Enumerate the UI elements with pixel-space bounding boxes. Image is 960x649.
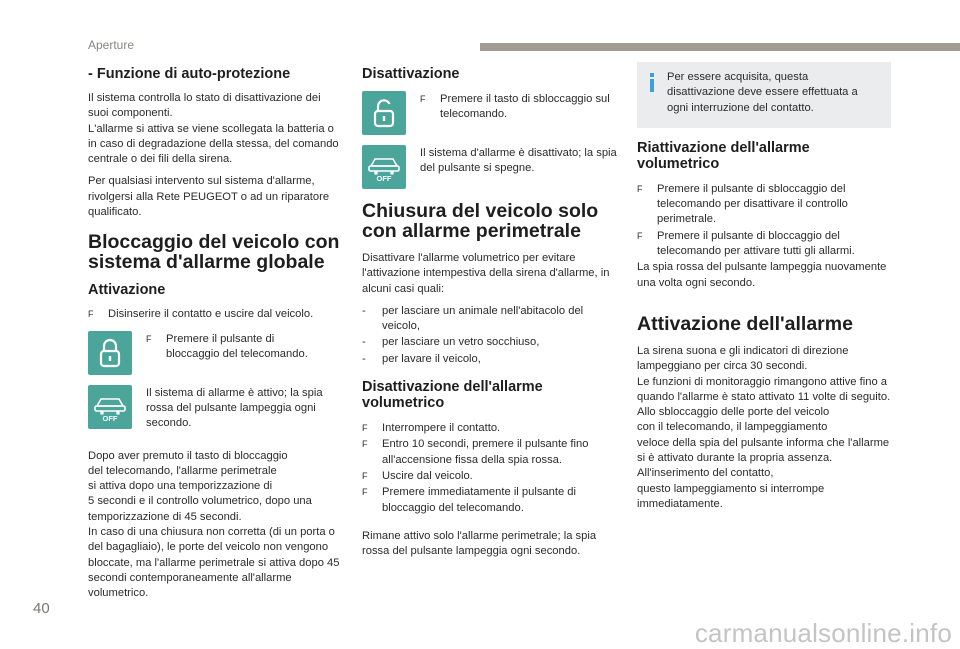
paragraph: Il sistema d'allarme è disattivato; la spia del pulsante si spegne. bbox=[420, 147, 617, 175]
deactivated-status bbox=[362, 145, 620, 189]
paragraph: Per qualsiasi intervento sul sistema d'allarme, rivolgersi alla Rete PEUGEOT o ad un riparatore qualificato. bbox=[88, 175, 330, 219]
list-item bbox=[420, 92, 620, 123]
list-item-text: Premere il pulsante di bloccaggio del telecomando per attivare tutti gli allarmi. bbox=[657, 229, 855, 258]
list-item-text: Premere immediatamente il pulsante di bloccaggio del telecomando. bbox=[382, 486, 577, 514]
dash-mark: - bbox=[362, 352, 366, 365]
list-item bbox=[362, 304, 620, 335]
list-item bbox=[637, 182, 891, 228]
bullet-mark: F bbox=[362, 439, 368, 450]
list-item-text: Premere il pulsante di bloccaggio del telecomando. bbox=[166, 332, 308, 360]
bullet-mark: F bbox=[146, 333, 152, 344]
column-3 bbox=[637, 62, 891, 519]
lock-instruction bbox=[88, 331, 340, 375]
list-item-text: Interrompere il contatto. bbox=[382, 422, 501, 435]
info-text: Per essere acquisita, questa disattivazione deve essere effettuata a ogni interruzione del contatto. bbox=[667, 71, 858, 114]
heading-global-lock: Bloccaggio del veicolo con sistema d'allarme globale bbox=[88, 231, 340, 274]
bullet-mark: F bbox=[637, 183, 643, 194]
list-item-text: per lavare il veicolo, bbox=[382, 352, 481, 365]
heading-volumetric-reactivation: Riattivazione dell'allarme volumetrico bbox=[637, 139, 810, 172]
bullet-mark: F bbox=[362, 423, 368, 434]
paragraph: La spia rossa del pulsante lampeggia nuovamente una volta ogni secondo. bbox=[637, 261, 887, 289]
dash-mark: - bbox=[362, 304, 366, 317]
list-item-text: Premere il tasto di sbloccaggio sul telecomando. bbox=[440, 93, 610, 121]
page-number: 40 bbox=[33, 600, 50, 617]
list-item-text: Entro 10 secondi, premere il pulsante fino all'accensione fissa della spia rossa. bbox=[382, 438, 589, 466]
bullet-mark: F bbox=[637, 230, 643, 241]
paragraph: Il sistema di allarme è attivo; la spia rossa del pulsante lampeggia ogni secondo. bbox=[146, 386, 323, 430]
bullet-mark: F bbox=[88, 309, 94, 320]
paragraph: Il sistema controlla lo stato di disattivazione dei suoi componenti. L'allarme si attiva se viene scollegata la batteria o in caso di degradazione della stessa, del comando centrale o dei fili della sirena. bbox=[88, 92, 339, 166]
heading-volumetric-deactivation: Disattivazione dell'allarme volumetrico bbox=[362, 379, 543, 412]
list-item bbox=[362, 352, 620, 367]
unlock-icon bbox=[362, 91, 406, 135]
list-item bbox=[637, 229, 891, 260]
section-label: Aperture bbox=[88, 38, 135, 52]
bullet-mark: F bbox=[420, 94, 426, 104]
list-item bbox=[362, 421, 620, 436]
paragraph: Dopo aver premuto il tasto di bloccaggio del telecomando, l'allarme perimetrale si attiva dopo una temporizzazione di 5 secondi e il controllo volumetrico, dopo una temporizzazione di 45 secondi. In caso di una chiusura non corretta (di un porta o del bagagliaio), le porte del veicolo non vengono bloccate, ma l'allarme perimetrale si attiva dopo 45 secondi contemporaneamente all'allarme volumetrico. bbox=[88, 449, 340, 600]
alarm-status bbox=[88, 385, 340, 439]
paragraph: Disattivare l'allarme volumetrico per evitare l'attivazione intempestiva della sirena d'allarme, in alcuni casi quali: bbox=[362, 252, 610, 295]
list-item-text: per lasciare un animale nell'abitacolo del veicolo, bbox=[382, 304, 584, 333]
heading-alarm-activation: Attivazione dell'allarme bbox=[637, 312, 853, 335]
list-item bbox=[362, 485, 620, 516]
paragraph: Rimane attivo solo l'allarme perimetrale; la spia rossa del pulsante lampeggia ogni secondo. bbox=[362, 529, 597, 558]
column-2 bbox=[362, 62, 620, 566]
bullet-mark: F bbox=[362, 487, 368, 498]
bullet-mark: F bbox=[362, 470, 368, 481]
watermark: carmanualsonline.info bbox=[694, 618, 952, 648]
lock-icon bbox=[88, 331, 132, 375]
list-item bbox=[362, 335, 620, 350]
list-item bbox=[362, 437, 620, 468]
list-item-text: Uscire dal veicolo. bbox=[382, 469, 473, 482]
list-item-text: Premere il pulsante di sbloccaggio del telecomando per disattivare il controllo perimetrale. bbox=[657, 182, 848, 226]
heading-perimeter-lock: Chiusura del veicolo solo con allarme perimetrale bbox=[362, 200, 599, 242]
heading-deactivation: Disattivazione bbox=[362, 66, 460, 82]
list-item bbox=[146, 332, 340, 363]
icon-off-label: OFF bbox=[376, 174, 392, 182]
car-alarm-off-icon bbox=[362, 145, 406, 189]
paragraph: La sirena suona e gli indicatori di direzione lampeggiano per circa 30 secondi. Le funzioni di monitoraggio rimangono attive fino a quando l'allarme è stato attivato 11 volte di seguito. Allo sbloccaggio delle porte del veicolo con il telecomando, il lampeggiamento veloce della spia del pulsante informa che l'allarme si è attivato durante la propria assenza. All'inserimento del contatto, questo lampeggiamento si interrompe immediatamente. bbox=[637, 344, 891, 510]
info-box bbox=[637, 62, 891, 128]
icon-off-label: OFF bbox=[102, 413, 118, 422]
column-1 bbox=[88, 62, 340, 609]
info-icon bbox=[647, 70, 657, 116]
unlock-instruction bbox=[362, 91, 620, 135]
list-item bbox=[362, 469, 620, 484]
list-item-text: Disinserire il contatto e uscire dal veicolo. bbox=[108, 308, 314, 321]
heading-activation: Attivazione bbox=[88, 282, 166, 299]
header-bar bbox=[480, 43, 960, 51]
heading-auto-protection: - Funzione di auto-protezione bbox=[88, 66, 291, 82]
list-item-text: per lasciare un vetro socchiuso, bbox=[382, 336, 540, 349]
list-item bbox=[88, 307, 340, 322]
car-alarm-off-icon bbox=[88, 385, 132, 429]
dash-mark: - bbox=[362, 336, 366, 349]
